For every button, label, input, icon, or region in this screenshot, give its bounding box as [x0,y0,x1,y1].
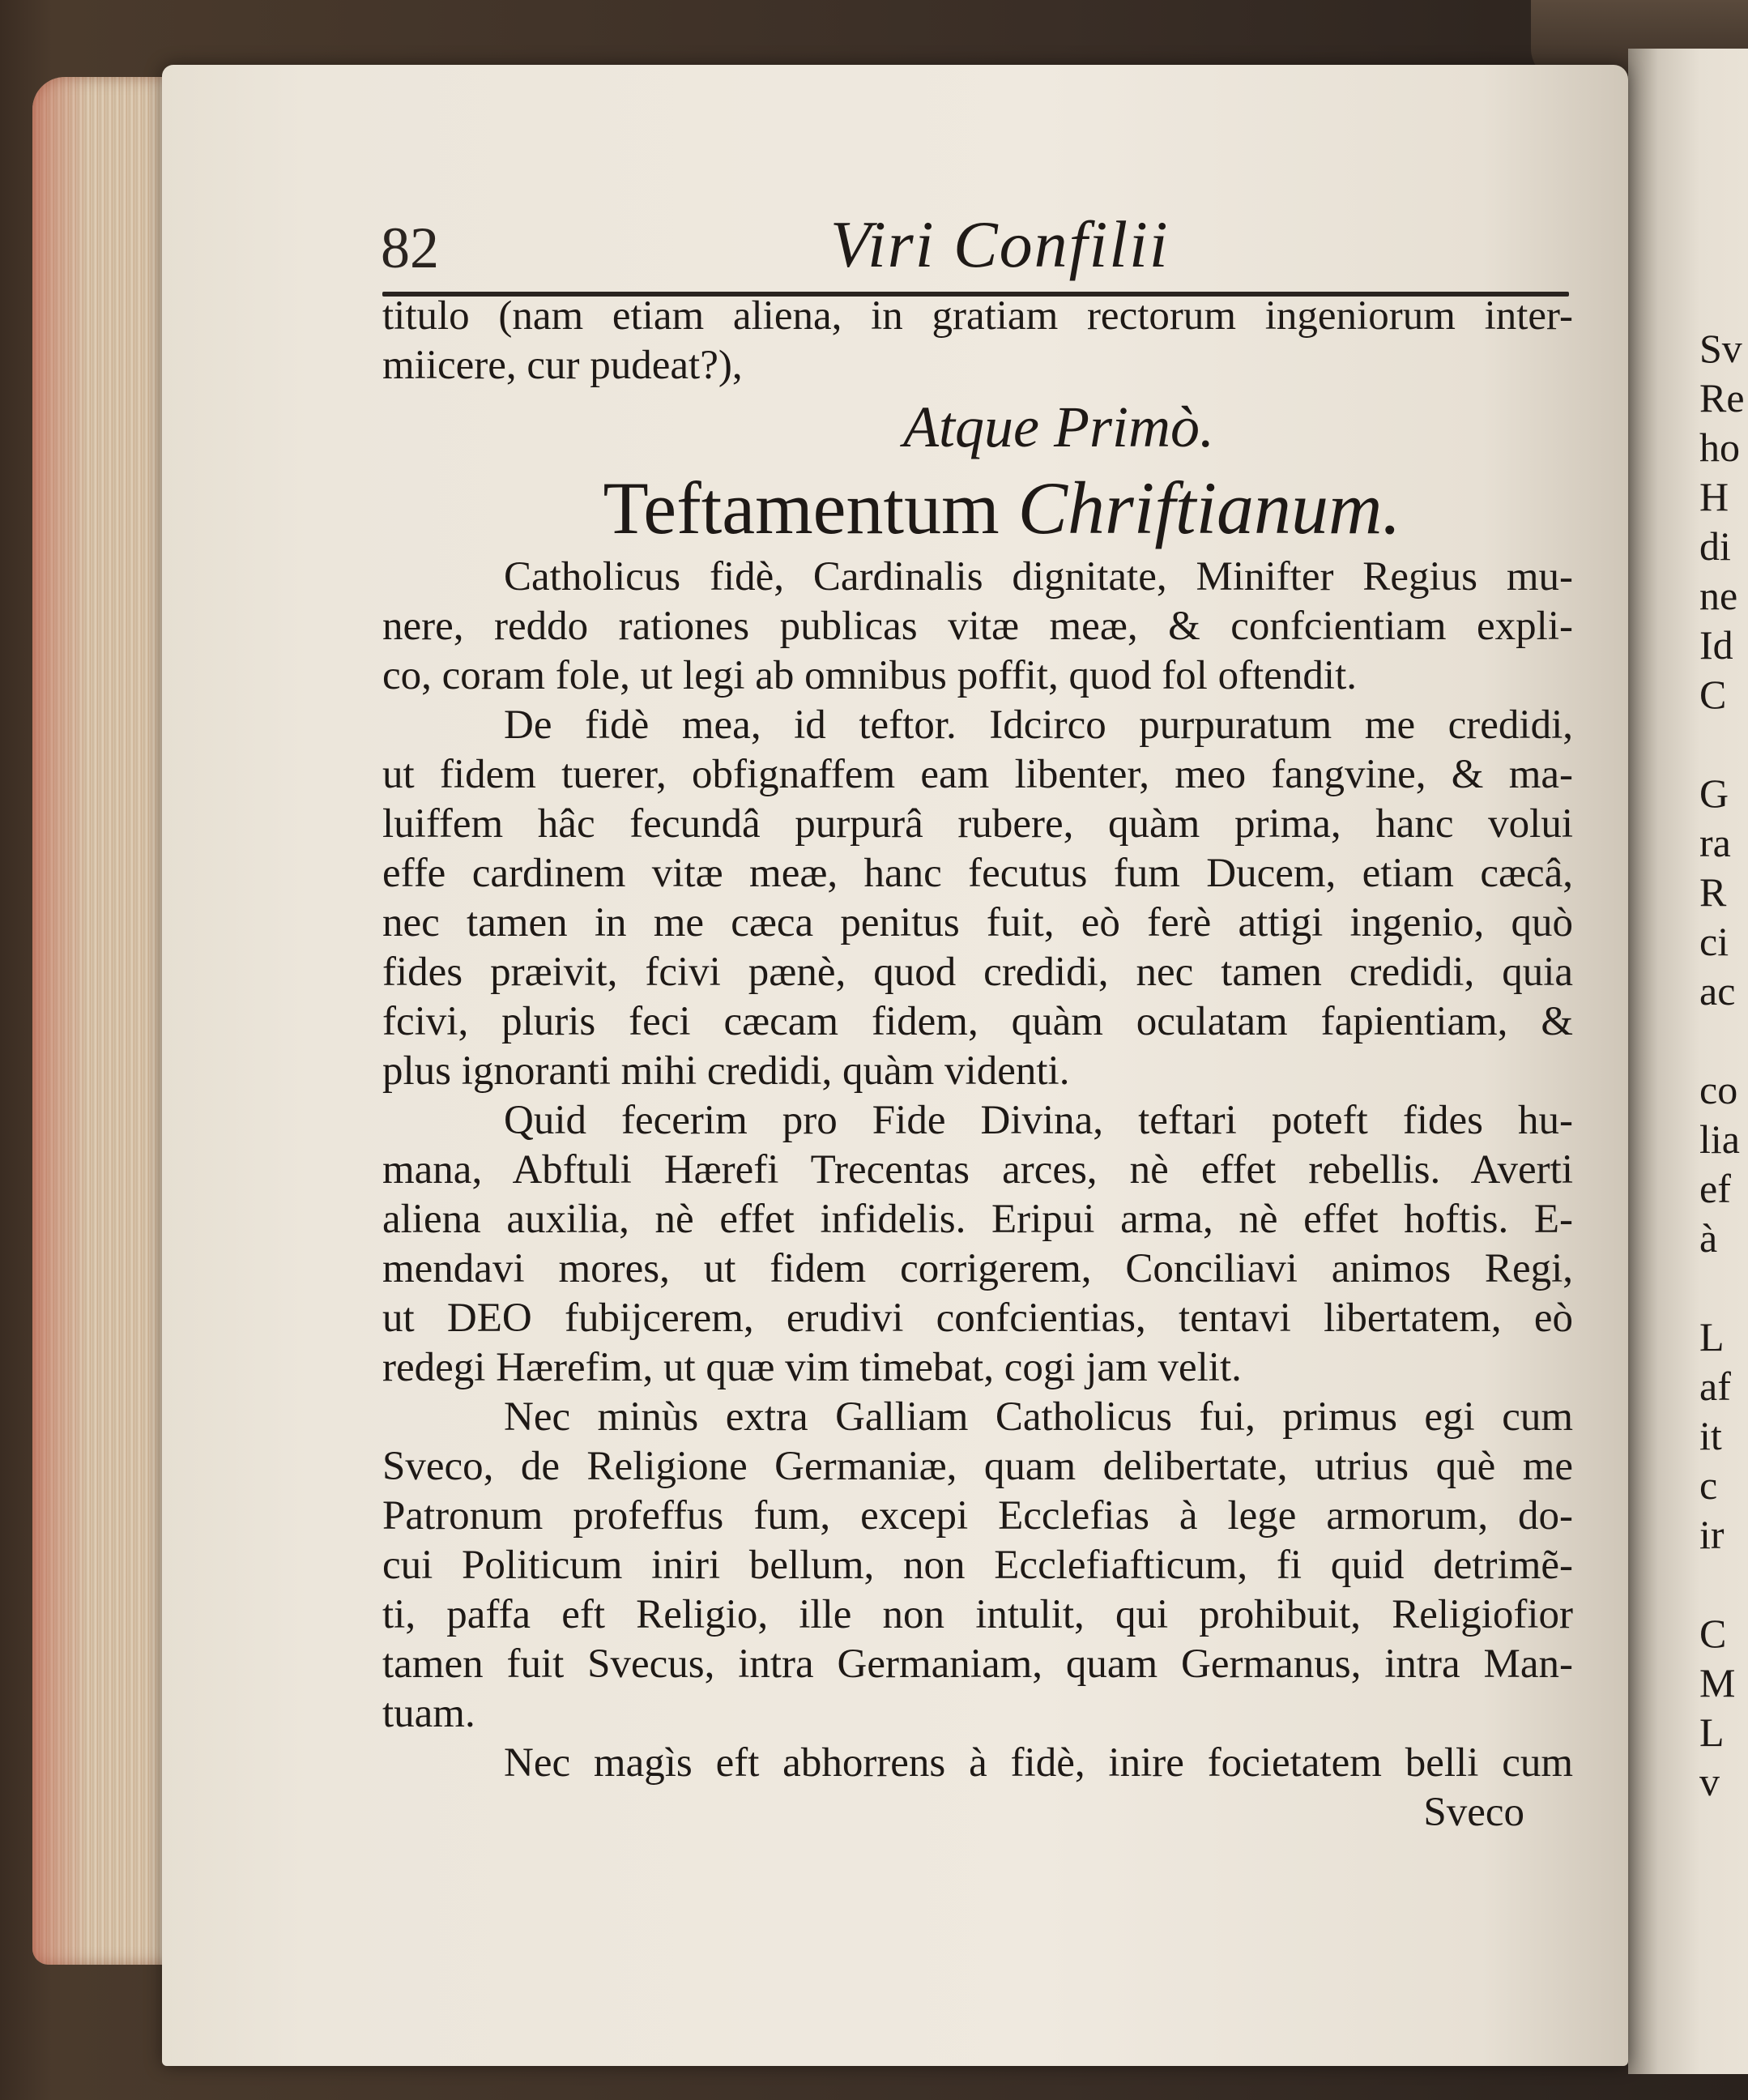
fragment: v [1699,1759,1720,1804]
text-line: ti, paffa eft Religio, ille non intulit, qui prohibuit, Religiofior [382,1592,1573,1637]
page-number: 82 [381,216,439,280]
text-line: co, coram fole, ut legi ab omnibus poffit, quod fol oftendit. [382,653,1357,698]
paragraph-3 [382,1096,1573,1393]
fragment: ci [1699,919,1729,964]
heading-italic: Chriftianum. [1017,467,1401,549]
fragment: Id [1699,622,1733,668]
text-line: tamen fuit Svecus, intra Germaniam, quam Germanus, intra Man- [382,1641,1573,1687]
fragment: ac [1699,968,1736,1014]
text-line: Patronum profeffus fum, excepi Ecclefias à lege armorum, do- [382,1493,1573,1539]
running-title: Viri Confilii [830,207,1170,281]
text-line: mana, Abftuli Hærefi Trecentas arces, nè effet rebellis. Averti [382,1147,1573,1193]
section-heading-small: Atque Primò. [903,395,1214,459]
paragraph-1 [382,553,1573,701]
text-line: plus ignoranti mihi credidi, quàm videnti. [382,1048,1070,1094]
text-line: aliena auxilia, nè effet infidelis. Eripui arma, nè effet hoftis. E- [382,1197,1573,1242]
fragment: c [1699,1462,1718,1508]
body-text [382,292,1573,1838]
paragraph-5 [382,1739,1573,1788]
text-line: mendavi mores, ut fidem corrigerem, Conciliavi animos Regi, [382,1246,1573,1291]
fragment: ef [1699,1166,1731,1211]
text-line: luiffem hâc fecundâ purpurâ rubere, quàm prima, hanc volui [382,801,1573,847]
text-line: nec tamen in me cæca penitus fuit, eò ferè attigi ingenio, quò [382,900,1573,945]
fragment: Re [1699,375,1745,420]
fragment: af [1699,1364,1731,1409]
fragment: M [1699,1660,1736,1705]
text-line: Nec magìs eft abhorrens à fidè, inire focietatem belli cum [504,1740,1573,1786]
fragment: di [1699,523,1731,569]
text-line: Quid fecerim pro Fide Divina, teftari poteft fides hu- [504,1098,1573,1143]
fragment [1699,719,1748,769]
fragment [1699,1016,1748,1065]
fragment: R [1699,869,1727,915]
text-line: tuam. [382,1691,475,1736]
facing-page-text [1699,324,1748,1807]
text-line: Sveco, de Religione Germaniæ, quam delibertate, utrius què me [382,1444,1573,1489]
text-line: ut DEO fubijcerem, erudivi confcientias, tentavi libertatem, eò [382,1295,1573,1341]
paragraph-4 [382,1393,1573,1739]
text-line: effe cardinem vitæ meæ, hanc fecutus fum Ducem, etiam cæcâ, [382,851,1573,896]
fragment: co [1699,1067,1738,1112]
fragment: ra [1699,820,1731,865]
paragraph-2 [382,701,1573,1096]
fragment: lia [1699,1116,1740,1162]
text-line: fcivi, pluris feci cæcam fidem, quàm oculatam fapientiam, & [382,999,1573,1044]
fragment: L [1699,1314,1725,1359]
fragment [1699,1263,1748,1312]
text-line: Catholicus fidè, Cardinalis dignitate, Minifter Regius mu- [504,554,1573,600]
catchword: Sveco [1423,1790,1524,1835]
text-line: De fidè mea, id teftor. Idcirco purpuratum me credidi, [504,702,1573,748]
heading-roman: Teftamentum [603,467,1000,549]
text-line: miicere, cur pudeat?), [382,343,743,388]
section-heading-large [431,463,1573,553]
fragment: ir [1699,1512,1725,1557]
text-line: fides præivit, fcivi pænè, quod credidi, nec tamen credidi, quia [382,950,1573,995]
fragment: C [1699,1611,1727,1656]
text-line: cui Politicum iniri bellum, non Ecclefiafticum, fi quid detrimẽ- [382,1543,1573,1588]
text-line: redegi Hærefim, ut quæ vim timebat, cogi jam velit. [382,1345,1242,1390]
fragment [1699,1560,1748,1609]
fragment: H [1699,474,1729,519]
text-line: titulo (nam etiam aliena, in gratiam rectorum ingeniorum inter- [382,293,1573,339]
page-edges [32,77,174,1965]
page-header [381,207,1571,296]
fragment: ne [1699,573,1738,618]
text-line: Nec minùs extra Galliam Catholicus fui, primus egi cum [504,1394,1573,1440]
fragment: G [1699,770,1729,816]
fragment: Sv [1699,326,1742,371]
fragment: ho [1699,425,1740,470]
fragment: it [1699,1413,1722,1458]
fragment: L [1699,1709,1725,1755]
fragment: à [1699,1215,1718,1261]
text-line: nere, reddo rationes publicas vitæ meæ, & confcientiam expli- [382,604,1573,649]
text-line: ut fidem tuerer, obfignaffem eam libenter, meo fangvine, & ma- [382,752,1573,797]
fragment: C [1699,672,1727,717]
